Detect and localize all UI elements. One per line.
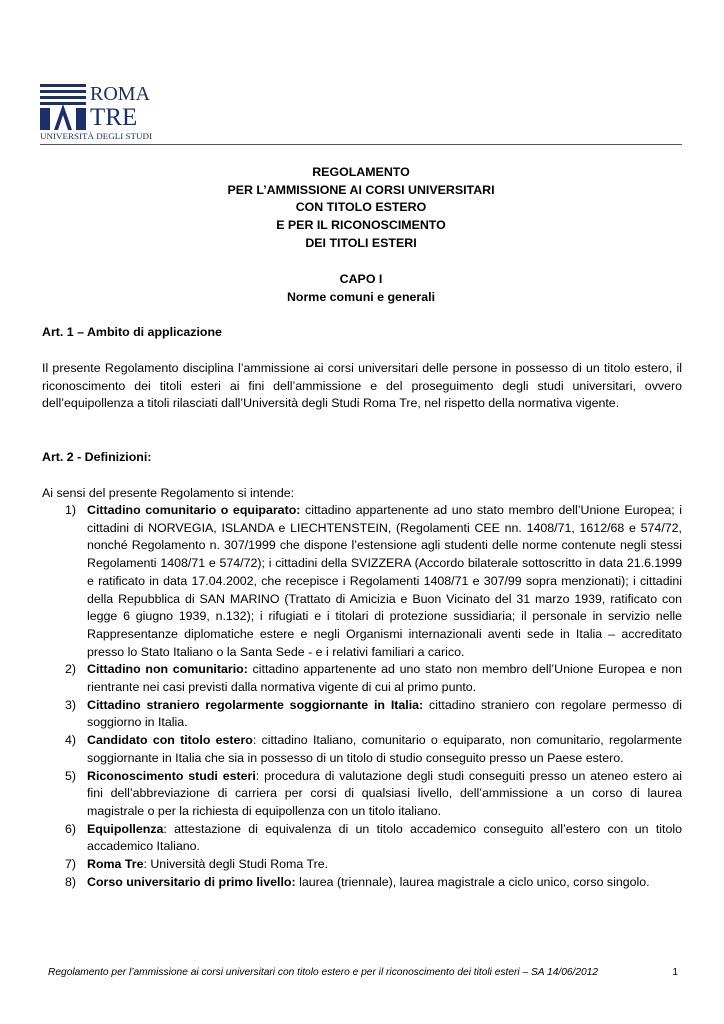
item-number: 5) bbox=[65, 768, 77, 783]
item-text: : procedura di valutazione degli studi conseguiti presso un ateneo estero ai fini dell’abbreviazione di carriera per corsi di qualsiasi livello, dell’ammissione a un corso di laurea magistrale o per la richiesta di equipollenza con un titolo italiano. bbox=[87, 768, 683, 818]
title-line: CON TITOLO ESTERO bbox=[295, 200, 427, 215]
list-item bbox=[42, 502, 682, 661]
item-term: Cittadino non comunitario: bbox=[87, 662, 248, 677]
title-line: PER L’AMMISSIONE AI CORSI UNIVERSITARI bbox=[227, 182, 495, 197]
logo-word-tre: TRE bbox=[90, 104, 138, 131]
title-line: DEI TITOLI ESTERI bbox=[305, 235, 417, 250]
article-1-title: Art. 1 – Ambito di applicazione bbox=[42, 325, 222, 339]
logo-word-roma: ROMA bbox=[90, 83, 151, 105]
item-text: laurea (triennale), laurea magistrale a ciclo unico, corso singolo. bbox=[295, 874, 650, 889]
item-text: : Università degli Studi Roma Tre. bbox=[143, 857, 329, 872]
header-divider bbox=[40, 144, 682, 145]
item-number: 8) bbox=[65, 874, 77, 889]
list-item bbox=[42, 732, 682, 767]
item-number: 1) bbox=[65, 503, 77, 517]
item-text: : attestazione di equivalenza di un titolo accademico conseguito all’estero con un titolo accademico Italiano. bbox=[87, 821, 682, 854]
article-2-title: Art. 2 - Definizioni: bbox=[42, 450, 152, 464]
list-item bbox=[42, 661, 682, 696]
item-number: 6) bbox=[65, 821, 77, 836]
chapter-number: CAPO I bbox=[339, 272, 383, 286]
page-number: 1 bbox=[672, 967, 678, 978]
title-line: REGOLAMENTO bbox=[312, 165, 410, 179]
logo-university-name: UNIVERSITÀ DEGLI STUDI bbox=[40, 132, 140, 140]
item-number: 7) bbox=[65, 857, 77, 872]
article-1-text: Il presente Regolamento disciplina l’ammissione ai corsi universitari delle persone in possesso di un titolo estero, il riconoscimento dei titoli esteri ai fini dell’ammissione e del proseguimento degli studi universitari, ovvero dell’equipollenza a titoli rilasciati dall’Università degli Studi Roma Tre, nel rispetto della normativa vigente. bbox=[42, 361, 682, 411]
item-number: 2) bbox=[65, 662, 77, 677]
list-item bbox=[42, 856, 682, 874]
footer-text: Regolamento per l’ammissione ai corsi universitari con titolo estero e per il riconoscimento dei titoli esteri – SA 14/06/2012 bbox=[48, 967, 599, 978]
item-text: cittadino appartenente ad uno stato membro dell’Unione Europea; i cittadini di NORVEGIA, ISLANDA e LIECHTENSTEIN, (Regolamenti CEE nn. 1408/71, 1612/68 e 574/72, nonché Regolamento n. 307/1999 che dispone l’estensione agli studenti delle norme contenute negli stessi Regolamenti 1408/71 e 574/72); i cittadini della SVIZZERA (Accordo bilaterale sottoscritto in data 21.6.1999 e ratificato in data 17.04.2002, che recepisce i Regolamenti 1408/71 e 307/99 sopra menzionati); i cittadini della Repubblica di SAN MARINO (Trattato di Amicizia e Buon Vicinato del 31 marzo 1939, ratificato con legge 6 giugno 1939, n.132); i rifugiati e i titolari di protezione sussidiaria; il personale in servizio nelle Rappresentanze diplomatiche estere e negli Organismi internazionali aventi sede in Italia – accreditato presso lo Stato Italiano o la Santa Sede - e i relativi familiari a carico. bbox=[87, 503, 683, 659]
item-term: Cittadino straniero regolarmente soggiornante in Italia: bbox=[87, 697, 424, 712]
item-text: cittadino appartenente ad uno stato non membro dell’Unione Europea e non rientrante nei casi previsti dalla normativa vigente di cui al primo punto. bbox=[87, 662, 682, 695]
item-number: 4) bbox=[65, 733, 77, 748]
item-term: Equipollenza bbox=[87, 821, 164, 836]
definitions-list bbox=[42, 502, 682, 891]
chapter-heading bbox=[40, 271, 682, 306]
item-term: Candidato con titolo estero bbox=[87, 733, 253, 748]
list-item bbox=[42, 821, 682, 856]
item-term: Corso universitario di primo livello: bbox=[87, 874, 296, 889]
university-logo bbox=[40, 82, 155, 140]
title-line: E PER IL RICONOSCIMENTO bbox=[276, 218, 446, 233]
item-text: cittadino straniero con regolare permesso di soggiorno in Italia. bbox=[87, 697, 682, 730]
item-term: Roma Tre bbox=[87, 857, 144, 872]
list-item bbox=[42, 874, 682, 892]
item-term: Cittadino comunitario o equiparato: bbox=[87, 503, 301, 517]
list-item bbox=[42, 697, 682, 732]
item-term: Riconoscimento studi esteri bbox=[87, 768, 256, 783]
list-item bbox=[42, 768, 682, 821]
item-text: : cittadino Italiano, comunitario o equiparato, non comunitario, regolarmente soggiornante in Italia che sia in possesso di un titolo di studio conseguito presso un Paese estero. bbox=[87, 733, 682, 765]
chapter-subtitle: Norme comuni e generali bbox=[286, 289, 436, 304]
roma-tre-logo-icon bbox=[40, 82, 155, 140]
item-number: 3) bbox=[65, 697, 77, 712]
document-title bbox=[40, 164, 682, 253]
article-2-intro: Ai sensi del presente Regolamento si intende: bbox=[42, 486, 295, 500]
